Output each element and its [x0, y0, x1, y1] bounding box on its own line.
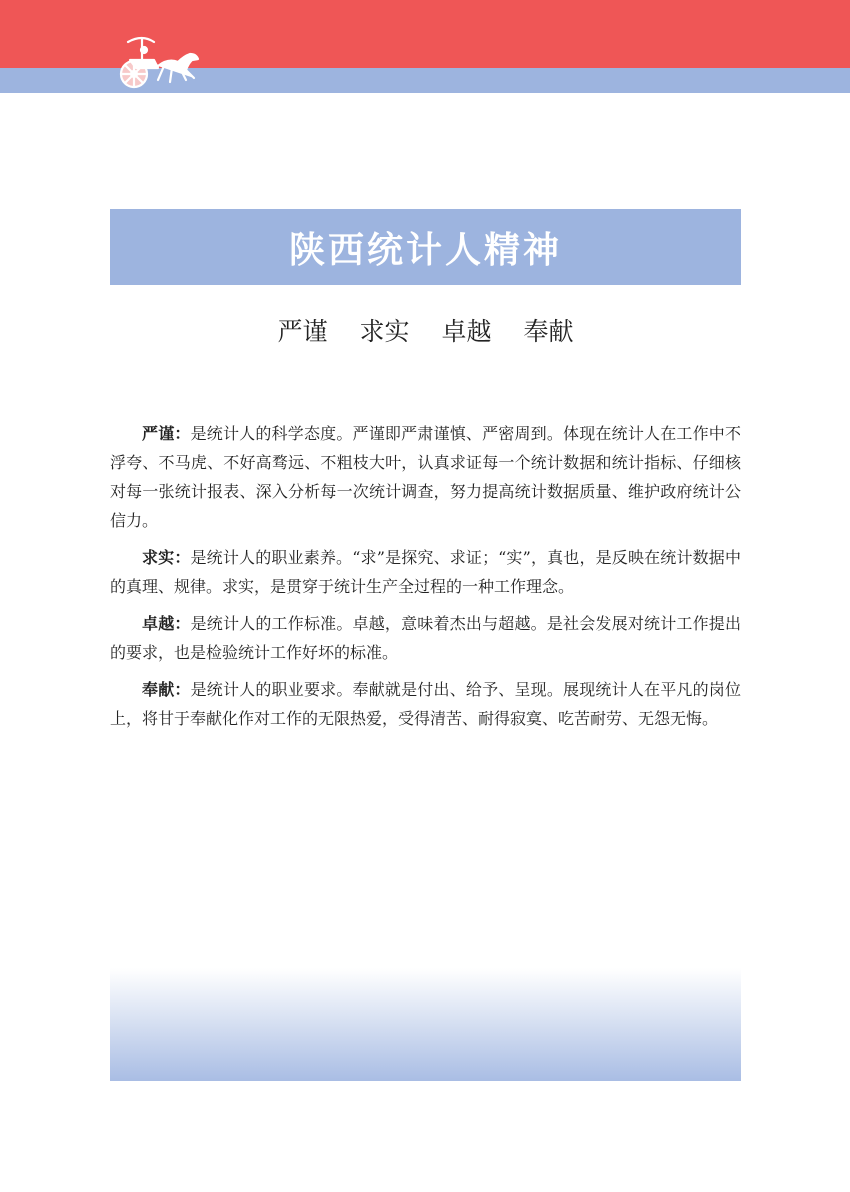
paragraph-qiushi: [110, 543, 741, 601]
body-text: [110, 419, 741, 741]
paragraph-yanjin: [110, 419, 741, 535]
paragraph-term: 求实：: [142, 548, 191, 567]
paragraph-term: 严谨：: [142, 424, 191, 443]
keyword: 奉献: [523, 317, 574, 346]
paragraph-text: 是统计人的职业要求。奉献就是付出、给予、呈现。展现统计人在平凡的岗位上，将甘于奉献化作对工作的无限热爱，受得清苦、耐得寂寞、吃苦耐劳、无怨无悔。: [110, 680, 741, 728]
subtitle-keywords: [110, 312, 741, 348]
keyword: 求实: [359, 317, 410, 346]
keyword: 严谨: [277, 317, 328, 346]
paragraph-text: 是统计人的职业素养。“求”是探究、求证；“实”，真也，是反映在统计数据中的真理、规律。求实，是贯穿于统计生产全过程的一种工作理念。: [110, 548, 741, 596]
paragraph-fengxian: [110, 675, 741, 733]
paragraph-term: 卓越：: [142, 614, 191, 633]
horse-chariot-logo-icon: [112, 32, 204, 94]
paragraph-term: 奉献：: [142, 680, 191, 699]
page-title: 陕西统计人精神: [288, 229, 562, 271]
paragraph-text: 是统计人的工作标准。卓越，意味着杰出与超越。是社会发展对统计工作提出的要求，也是检验统计工作好坏的标准。: [110, 614, 741, 662]
keyword: 卓越: [441, 317, 492, 346]
footer-gradient-band: [110, 968, 741, 1081]
paragraph-text: 是统计人的科学态度。严谨即严肃谨慎、严密周到。体现在统计人在工作中不浮夸、不马虎、不好高骛远、不粗枝大叶，认真求证每一个统计数据和统计指标、仔细核对每一张统计报表、深入分析每一次统计调查，努力提高统计数据质量、维护政府统计公信力。: [110, 424, 741, 530]
title-band: [110, 209, 741, 285]
paragraph-zhuoyue: [110, 609, 741, 667]
